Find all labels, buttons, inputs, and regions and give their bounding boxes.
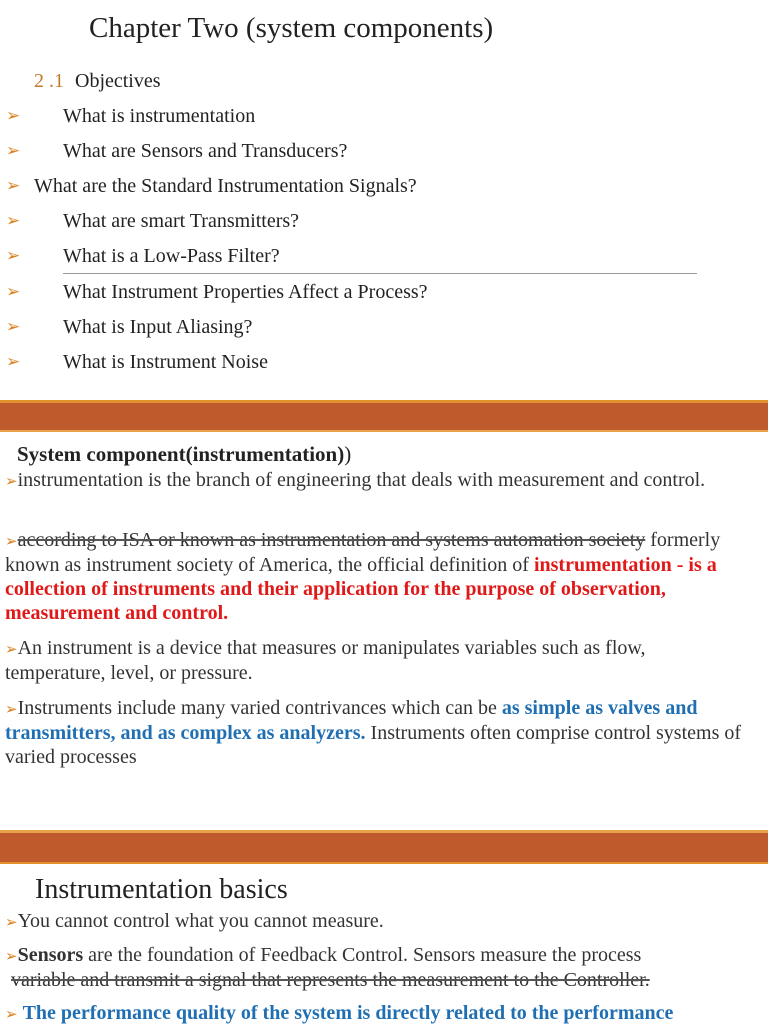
section-number: 2 .1 <box>34 70 64 92</box>
slide-title: Instrumentation basics <box>35 874 288 905</box>
list-item: What are Sensors and Transducers? <box>63 140 348 162</box>
paragraph: ➢instrumentation is the branch of engineering that deals with measurement and control. <box>5 469 706 491</box>
bullet-arrow-icon: ➢ <box>5 472 18 490</box>
bullet-arrow-icon: ➢ <box>6 106 21 126</box>
slide-system-component <box>0 432 768 830</box>
paragraph: ➢ The performance quality of the system is directly related to the performance <box>5 1002 674 1024</box>
list-item: What is a Low-Pass Filter? <box>63 245 280 267</box>
definition-highlight: instrumentation - is a collection of instruments and their application for the purpose of observation, measurement and control. <box>5 554 717 624</box>
slide-title: System component(instrumentation)) <box>17 442 352 466</box>
bullet-arrow-icon: ➢ <box>5 913 18 931</box>
section-heading <box>34 70 161 93</box>
list-item: What are smart Transmitters? <box>63 210 300 232</box>
bullet-arrow-icon: ➢ <box>5 1005 18 1023</box>
bullet-arrow-icon: ➢ <box>5 640 18 658</box>
list-item: What is instrumentation <box>63 105 256 127</box>
bullet-arrow-icon: ➢ <box>6 246 21 266</box>
slide-instrumentation-basics <box>0 864 768 1024</box>
list-item: What is Input Aliasing? <box>63 316 253 338</box>
paragraph: ➢Sensors are the foundation of Feedback Control. Sensors measure the process variable and transmit a signal that represents the measurement to the Controller. <box>5 944 650 991</box>
list-item: What is Instrument Noise <box>63 351 268 373</box>
list-item: What Instrument Properties Affect a Process? <box>63 281 428 303</box>
divider <box>63 273 697 274</box>
slide-separator-band <box>0 403 768 430</box>
list-item: What are the Standard Instrumentation Signals? <box>34 175 417 197</box>
bullet-arrow-icon: ➢ <box>5 532 18 550</box>
bullet-arrow-icon: ➢ <box>6 317 21 337</box>
bullet-arrow-icon: ➢ <box>6 211 21 231</box>
slide-title: Chapter Two (system components) <box>89 12 494 44</box>
bullet-arrow-icon: ➢ <box>5 947 18 965</box>
section-label: Objectives <box>75 70 161 92</box>
bullet-arrow-icon: ➢ <box>6 176 21 196</box>
bullet-arrow-icon: ➢ <box>6 282 21 302</box>
paragraph: ➢You cannot control what you cannot measure. <box>5 910 384 932</box>
paragraph: ➢Instruments include many varied contrivances which can be as simple as valves and transmitters, and as complex as analyzers. Instruments often comprise control systems of varied processes <box>5 697 742 768</box>
slide-separator-band <box>0 833 768 862</box>
bullet-arrow-icon: ➢ <box>5 700 18 718</box>
example-highlight: as simple as valves and transmitters, and as complex as analyzers. <box>5 697 698 744</box>
bullet-arrow-icon: ➢ <box>6 141 21 161</box>
paragraph-definition: ➢according to ISA or known as instrumentation and systems automation society formerly known as instrument society of America, the official definition of instrumentation - is a collection of instruments and their application for the purpose of observation, measurement and control. <box>5 529 721 624</box>
paragraph: ➢An instrument is a device that measures or manipulates variables such as flow, temperature, level, or pressure. <box>5 637 646 684</box>
bullet-arrow-icon: ➢ <box>6 352 21 372</box>
slide-objectives <box>0 0 768 400</box>
